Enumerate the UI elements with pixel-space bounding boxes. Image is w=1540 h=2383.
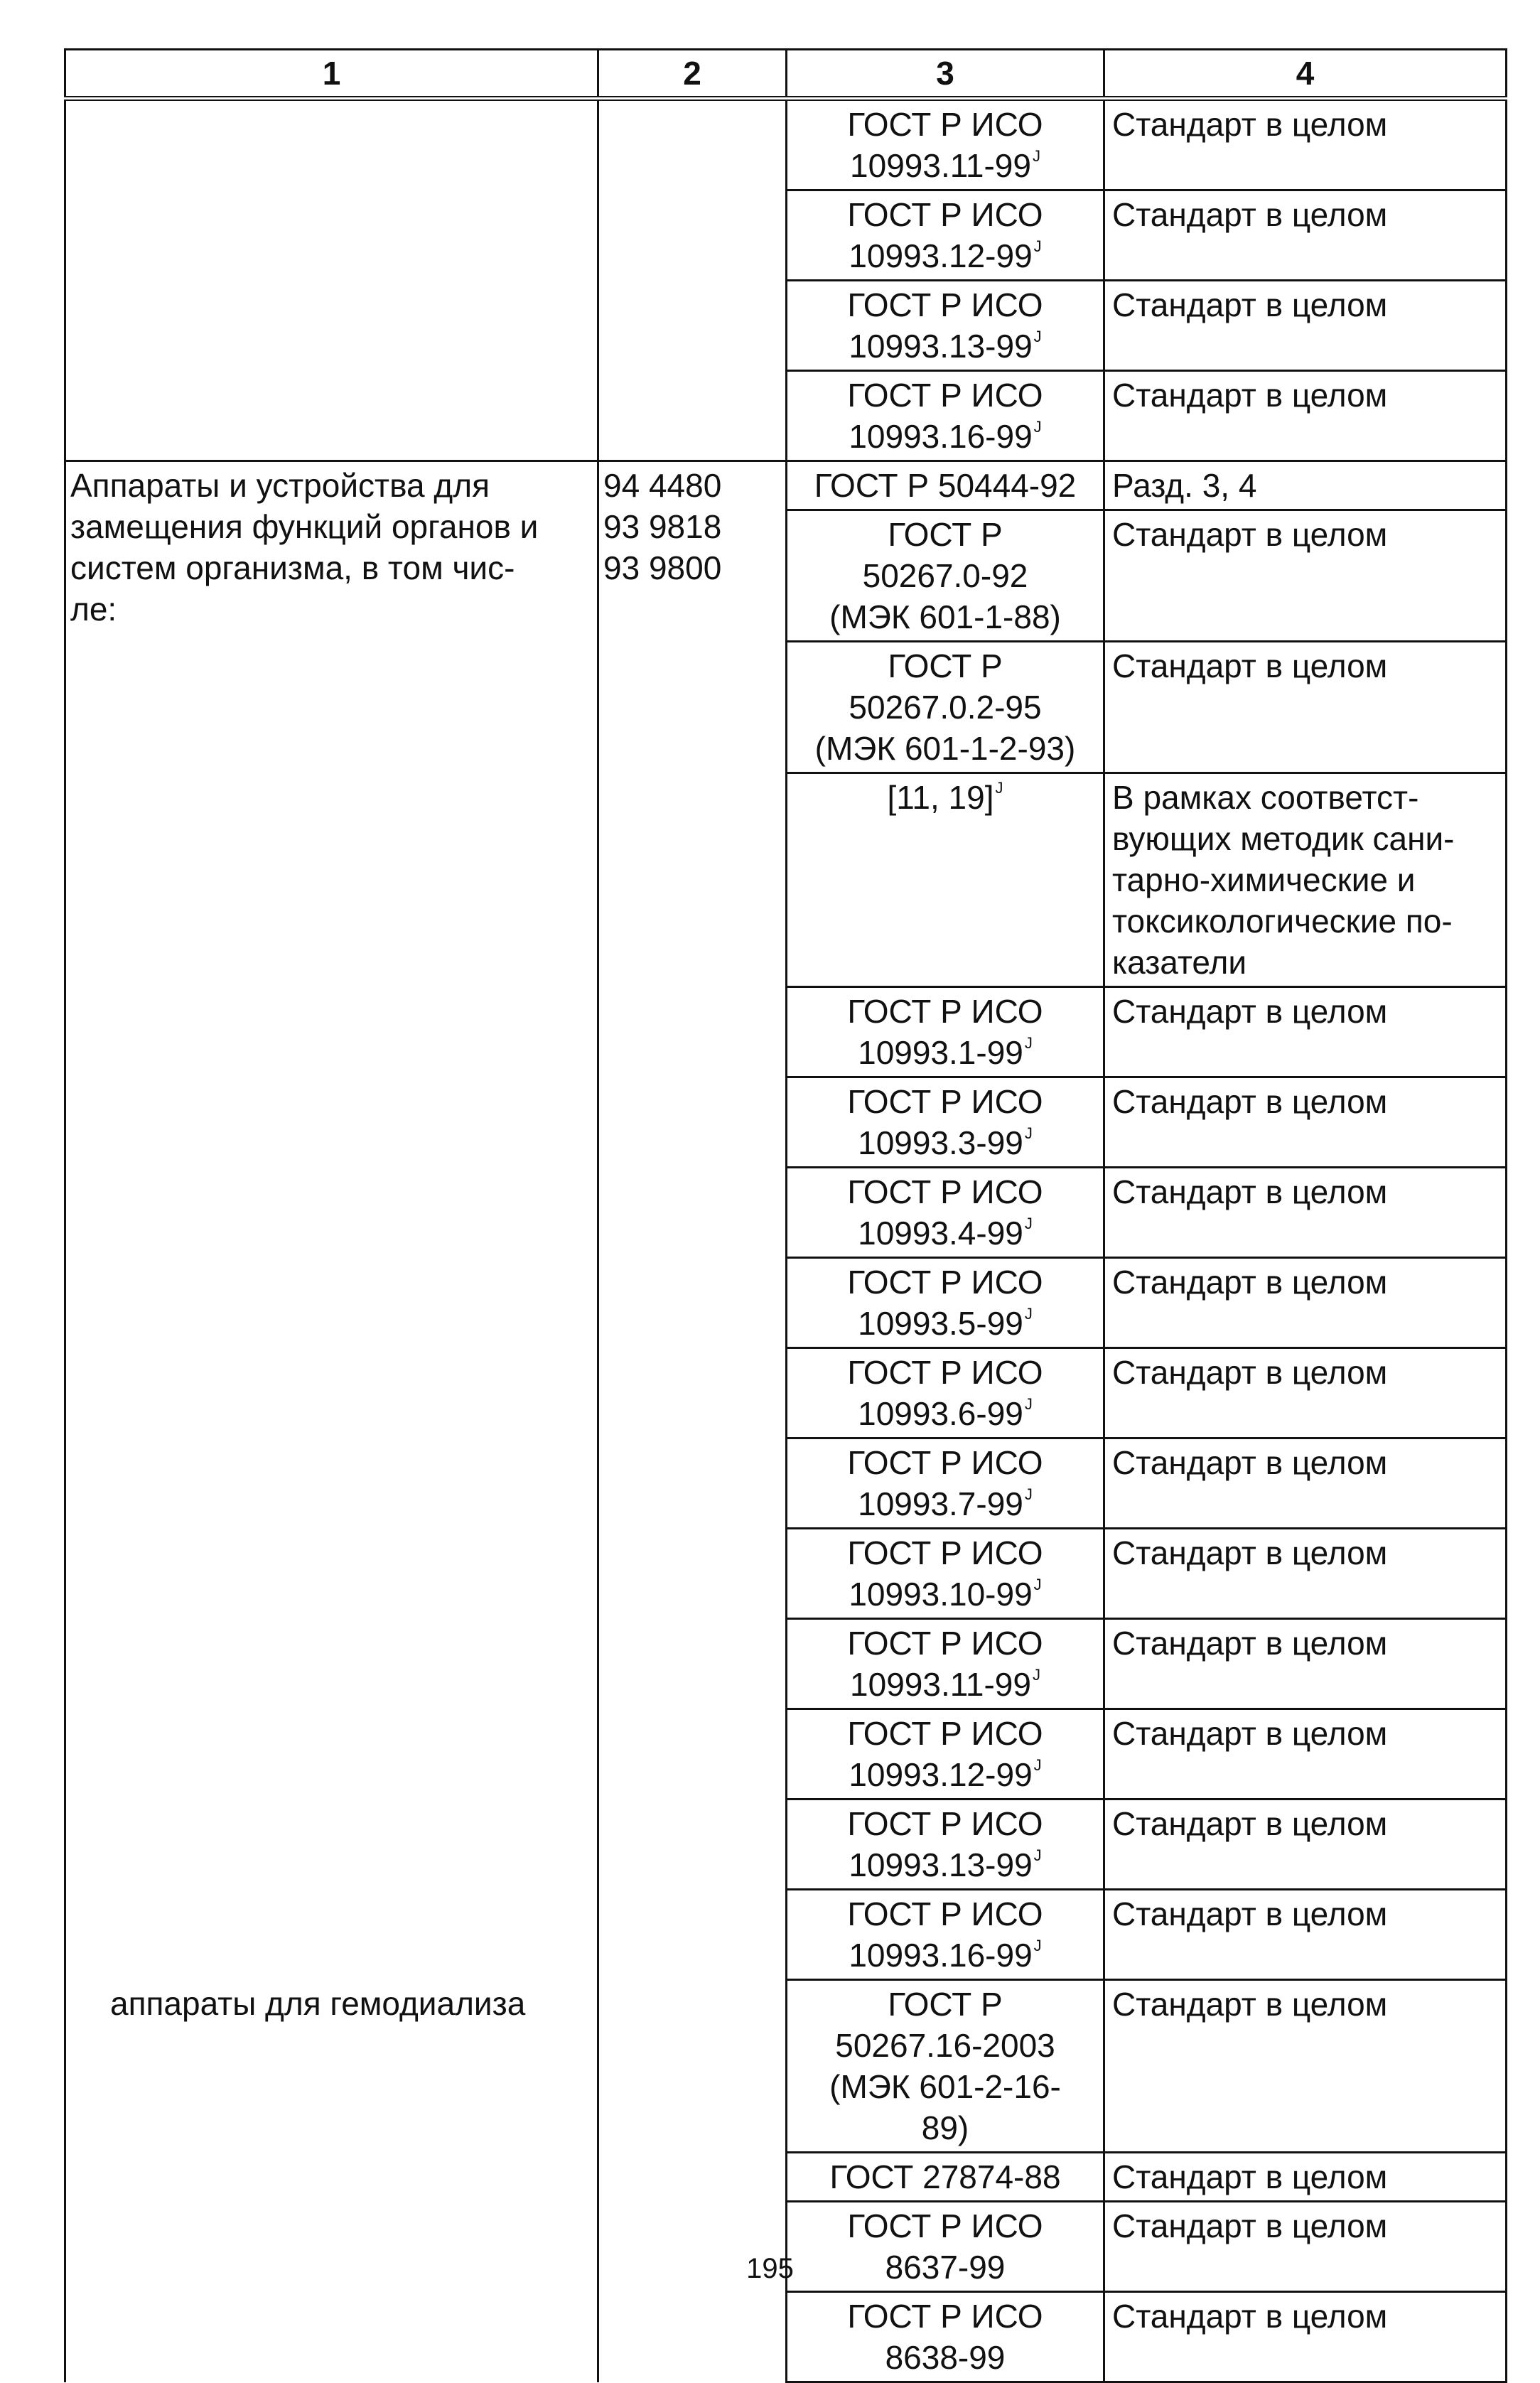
scope-cell — [1104, 461, 1507, 510]
product-code-text: 94 4480 — [603, 467, 722, 504]
scope-line-text: Стандарт в целом — [1112, 1715, 1388, 1752]
standard-line — [795, 1212, 1096, 1254]
product-code — [603, 506, 778, 547]
standard-line-text: ГОСТ Р ИСО — [847, 377, 1043, 414]
scope-cell — [1104, 1709, 1507, 1800]
product-code-text: 93 9800 — [603, 549, 722, 586]
standard-cell — [787, 1168, 1104, 1258]
standard-line-text: 89) — [921, 2109, 969, 2146]
scope-line — [1112, 1081, 1498, 1122]
standard-line — [795, 326, 1096, 367]
footnote-mark: J — [1024, 1485, 1033, 1503]
scope-line-text: В рамках соответст- — [1112, 779, 1419, 816]
standard-cell — [787, 1619, 1104, 1709]
footnote-mark: J — [1033, 328, 1042, 345]
standard-line-text: 10993.6-99 — [858, 1395, 1023, 1432]
scope-line — [1112, 1984, 1498, 2025]
scope-line — [1112, 1442, 1498, 1483]
standard-line-text: 10993.11-99 — [850, 1666, 1031, 1703]
footnote-mark: J — [1024, 1305, 1033, 1323]
scope-line-text: казатели — [1112, 944, 1247, 981]
scope-cell — [1104, 1438, 1507, 1529]
scope-line-text: Стандарт в целом — [1112, 1805, 1388, 1842]
scope-line — [1112, 1262, 1498, 1303]
footnote-mark: J — [1033, 1937, 1042, 1954]
code-cell — [598, 1980, 787, 2382]
scope-line — [1112, 2205, 1498, 2247]
standard-line-text: 10993.16-99 — [849, 1937, 1033, 1974]
footnote-mark: J — [1033, 1576, 1042, 1593]
scope-line-text: Разд. 3, 4 — [1112, 467, 1257, 504]
standard-line-text: 10993.5-99 — [858, 1305, 1023, 1342]
scope-line — [1112, 1171, 1498, 1212]
standard-line — [795, 991, 1096, 1032]
standard-line — [795, 1442, 1096, 1483]
standard-line-text: 10993.1-99 — [858, 1034, 1023, 1071]
scope-line — [1112, 1352, 1498, 1393]
scope-line-text: Стандарт в целом — [1112, 647, 1388, 684]
standard-cell — [787, 1980, 1104, 2153]
standard-line — [795, 777, 1096, 818]
standard-cell — [787, 99, 1104, 190]
scope-line-text: Стандарт в целом — [1112, 1083, 1388, 1120]
scope-line — [1112, 1623, 1498, 1664]
standard-line-text: ГОСТ Р ИСО — [847, 1083, 1043, 1120]
scope-cell — [1104, 773, 1507, 987]
standard-line-text: (МЭК 601-1-2-93) — [814, 730, 1076, 767]
scope-cell — [1104, 371, 1507, 461]
scope-line — [1112, 818, 1498, 859]
standard-line-text: 10993.4-99 — [858, 1215, 1023, 1252]
scope-cell — [1104, 1890, 1507, 1980]
scope-line — [1112, 1893, 1498, 1935]
category-cell — [65, 99, 598, 461]
scope-cell — [1104, 1529, 1507, 1619]
scope-cell — [1104, 2153, 1507, 2202]
footnote-mark: J — [1033, 1756, 1042, 1774]
scope-cell — [1104, 190, 1507, 281]
standard-line-text: 10993.10-99 — [849, 1576, 1033, 1613]
column-header-4: 4 — [1104, 50, 1507, 99]
standards-table — [64, 48, 1507, 2383]
standard-line — [795, 1893, 1096, 1935]
scope-cell — [1104, 281, 1507, 371]
standard-line-text: (МЭК 601-1-88) — [829, 598, 1061, 635]
column-header-2: 2 — [598, 50, 787, 99]
standard-line-text: [11, 19] — [887, 779, 994, 816]
scope-line-text: вующих методик сани- — [1112, 820, 1455, 857]
scope-cell — [1104, 99, 1507, 190]
standard-line — [795, 2296, 1096, 2337]
scope-line — [1112, 2156, 1498, 2198]
standard-cell — [787, 2153, 1104, 2202]
table-row — [65, 99, 1507, 190]
standard-line — [795, 555, 1096, 596]
standard-line — [795, 284, 1096, 326]
standard-line — [795, 2156, 1096, 2198]
group-name-line-text: систем организма, в том чис- — [70, 549, 515, 586]
scope-line-text: Стандарт в целом — [1112, 196, 1388, 233]
group-name-line — [70, 588, 590, 630]
standard-line-text: ГОСТ Р ИСО — [847, 286, 1043, 323]
scope-line — [1112, 777, 1498, 818]
standard-line-text: 10993.7-99 — [858, 1485, 1023, 1522]
group-name-line — [70, 465, 590, 506]
scope-cell — [1104, 987, 1507, 1077]
standard-cell — [787, 1890, 1104, 1980]
scope-line-text: Стандарт в целом — [1112, 377, 1388, 414]
standard-cell — [787, 1800, 1104, 1890]
standard-line-text: ГОСТ Р ИСО — [847, 106, 1043, 143]
standard-line-text: ГОСТ Р — [888, 1986, 1003, 2023]
standard-line-text: ГОСТ Р ИСО — [847, 1264, 1043, 1301]
standard-line — [795, 104, 1096, 145]
standard-cell — [787, 461, 1104, 510]
category-cell — [65, 461, 598, 1980]
standard-line — [795, 1262, 1096, 1303]
standard-line-text: 10993.16-99 — [849, 418, 1033, 455]
scope-cell — [1104, 1077, 1507, 1168]
scope-line — [1112, 942, 1498, 983]
footnote-mark: J — [1024, 1034, 1033, 1052]
standard-line-text: 10993.13-99 — [849, 328, 1033, 365]
standard-line — [795, 1574, 1096, 1615]
standard-line-text: ГОСТ Р — [888, 647, 1003, 684]
group-name-line-text: Аппараты и устройства для — [70, 467, 490, 504]
standard-line — [795, 194, 1096, 235]
category-cell — [65, 1980, 598, 2382]
standard-line — [795, 1664, 1096, 1705]
standard-line-text: ГОСТ Р ИСО — [847, 1173, 1043, 1210]
standard-cell — [787, 987, 1104, 1077]
scope-line-text: тарно-химические и — [1112, 861, 1416, 898]
scope-line-text: Стандарт в целом — [1112, 2207, 1388, 2244]
scope-line — [1112, 194, 1498, 235]
footnote-mark: J — [1033, 1846, 1042, 1864]
footnote-mark: J — [1024, 1124, 1033, 1142]
standard-cell — [787, 1348, 1104, 1438]
standard-line-text: ГОСТ Р — [888, 516, 1003, 553]
standard-line — [795, 2066, 1096, 2107]
standard-line — [795, 1303, 1096, 1344]
scope-line-text: Стандарт в целом — [1112, 1625, 1388, 1662]
standard-cell — [787, 642, 1104, 773]
scope-line — [1112, 465, 1498, 506]
table-body — [65, 99, 1507, 2382]
standard-line-text: 10993.3-99 — [858, 1124, 1023, 1161]
standard-line-text: ГОСТ Р 50444-92 — [814, 467, 1077, 504]
standard-line — [795, 1122, 1096, 1163]
scope-line-text: Стандарт в целом — [1112, 1986, 1388, 2023]
standard-line — [795, 1754, 1096, 1795]
standard-cell — [787, 773, 1104, 987]
standard-line-text: ГОСТ Р ИСО — [847, 2207, 1043, 2244]
scope-line — [1112, 375, 1498, 416]
standard-line — [795, 1844, 1096, 1886]
standard-line-text: ГОСТ Р ИСО — [847, 1444, 1043, 1481]
standard-line-text: 10993.12-99 — [849, 237, 1033, 274]
scope-line-text: Стандарт в целом — [1112, 286, 1388, 323]
scope-line-text: Стандарт в целом — [1112, 1264, 1388, 1301]
scope-line-text: Стандарт в целом — [1112, 1444, 1388, 1481]
footnote-mark: J — [1032, 1666, 1040, 1684]
scope-line — [1112, 900, 1498, 942]
standard-line-text: 50267.16-2003 — [835, 2027, 1055, 2064]
scope-cell — [1104, 2292, 1507, 2382]
standard-line-text: ГОСТ Р ИСО — [847, 1534, 1043, 1571]
footnote-mark: J — [995, 779, 1003, 797]
scope-line — [1112, 284, 1498, 326]
standard-cell — [787, 190, 1104, 281]
standard-cell — [787, 510, 1104, 642]
standard-line-text: 8638-99 — [885, 2339, 1006, 2376]
product-code-text: 93 9818 — [603, 508, 722, 545]
standard-line — [795, 1935, 1096, 1976]
column-header-3: 3 — [787, 50, 1104, 99]
scope-line — [1112, 104, 1498, 145]
code-cell — [598, 99, 787, 461]
scope-line-text: Стандарт в целом — [1112, 1895, 1388, 1932]
scope-cell — [1104, 1348, 1507, 1438]
footnote-mark: J — [1033, 418, 1042, 436]
scope-line-text: Стандарт в целом — [1112, 2158, 1388, 2195]
standard-line — [795, 687, 1096, 728]
standard-cell — [787, 281, 1104, 371]
standard-line — [795, 2107, 1096, 2148]
group-name-line-text: ле: — [70, 591, 117, 628]
scope-line — [1112, 514, 1498, 555]
standard-line-text: 10993.11-99 — [850, 147, 1031, 184]
standard-line — [795, 465, 1096, 506]
standard-cell — [787, 1709, 1104, 1800]
standard-line — [795, 514, 1096, 555]
standard-line — [795, 1984, 1096, 2025]
standard-line — [795, 2205, 1096, 2247]
scope-line — [1112, 1803, 1498, 1844]
scope-line-text: Стандарт в целом — [1112, 106, 1388, 143]
column-header-1: 1 — [65, 50, 598, 99]
code-cell — [598, 461, 787, 1980]
standard-line-text: 10993.12-99 — [849, 1756, 1033, 1793]
scope-line-text: Стандарт в целом — [1112, 2298, 1388, 2335]
standard-line-text: ГОСТ Р ИСО — [847, 2298, 1043, 2335]
standard-line — [795, 2337, 1096, 2378]
standard-line — [795, 235, 1096, 276]
standard-line — [795, 145, 1096, 186]
scope-line-text: Стандарт в целом — [1112, 516, 1388, 553]
standard-line — [795, 728, 1096, 769]
standard-line — [795, 1081, 1096, 1122]
scope-line — [1112, 991, 1498, 1032]
standard-line — [795, 1393, 1096, 1434]
standard-line-text: ГОСТ Р ИСО — [847, 196, 1043, 233]
scope-line — [1112, 2296, 1498, 2337]
scope-cell — [1104, 1980, 1507, 2153]
footnote-mark: J — [1033, 237, 1042, 255]
standard-line-text: ГОСТ Р ИСО — [847, 1715, 1043, 1752]
footnote-mark: J — [1024, 1395, 1033, 1413]
standard-line — [795, 1171, 1096, 1212]
scope-cell — [1104, 510, 1507, 642]
scope-line — [1112, 1532, 1498, 1574]
group-name-line-text: замещения функций органов и — [70, 508, 539, 545]
scope-cell — [1104, 1619, 1507, 1709]
page-number: 195 — [746, 2253, 794, 2284]
standard-cell — [787, 1438, 1104, 1529]
standard-line — [795, 1032, 1096, 1073]
group-name-line — [70, 506, 590, 547]
scope-line-text: Стандарт в целом — [1112, 1173, 1388, 1210]
table-row — [65, 1980, 1507, 2153]
scope-cell — [1104, 1168, 1507, 1258]
standard-line — [795, 2025, 1096, 2066]
header-row — [65, 50, 1507, 99]
scope-line — [1112, 859, 1498, 900]
standard-line — [795, 1532, 1096, 1574]
scope-cell — [1104, 642, 1507, 773]
standard-line — [795, 645, 1096, 687]
standard-line — [795, 416, 1096, 457]
standard-cell — [787, 371, 1104, 461]
standard-cell — [787, 1529, 1104, 1619]
standard-line — [795, 375, 1096, 416]
standard-line-text: 50267.0.2-95 — [849, 689, 1042, 726]
standard-line-text: ГОСТ Р ИСО — [847, 1895, 1043, 1932]
footnote-mark: J — [1024, 1215, 1033, 1232]
standard-line-text: 10993.13-99 — [849, 1846, 1033, 1883]
standard-line-text: (МЭК 601-2-16- — [829, 2068, 1061, 2105]
product-code — [603, 465, 778, 506]
scope-line — [1112, 645, 1498, 687]
standard-line-text: 8637-99 — [885, 2249, 1006, 2286]
footnote-mark: J — [1032, 147, 1040, 165]
scope-line-text: токсикологические по- — [1112, 903, 1453, 940]
standard-cell — [787, 1077, 1104, 1168]
scope-cell — [1104, 1258, 1507, 1348]
product-code — [603, 547, 778, 588]
standard-line — [795, 1352, 1096, 1393]
standard-line-text: ГОСТ Р ИСО — [847, 1354, 1043, 1391]
standard-line — [795, 1483, 1096, 1524]
standard-line — [795, 596, 1096, 638]
standard-line-text: ГОСТ Р ИСО — [847, 1805, 1043, 1842]
standard-cell — [787, 1258, 1104, 1348]
scope-line — [1112, 1713, 1498, 1754]
scope-line-text: Стандарт в целом — [1112, 1354, 1388, 1391]
scope-cell — [1104, 1800, 1507, 1890]
standard-line — [795, 1623, 1096, 1664]
standard-line — [795, 1713, 1096, 1754]
standard-line-text: 50267.0-92 — [862, 557, 1028, 594]
standard-line-text: ГОСТ 27874-88 — [829, 2158, 1061, 2195]
scope-line-text: Стандарт в целом — [1112, 1534, 1388, 1571]
standard-line — [795, 1803, 1096, 1844]
standard-line-text: ГОСТ Р ИСО — [847, 993, 1043, 1030]
standard-line-text: ГОСТ Р ИСО — [847, 1625, 1043, 1662]
group-name-line — [70, 547, 590, 588]
subgroup-name: аппараты для гемодиализа — [110, 1984, 526, 2022]
table-row — [65, 461, 1507, 510]
scope-line-text: Стандарт в целом — [1112, 993, 1388, 1030]
standard-cell — [787, 2292, 1104, 2382]
